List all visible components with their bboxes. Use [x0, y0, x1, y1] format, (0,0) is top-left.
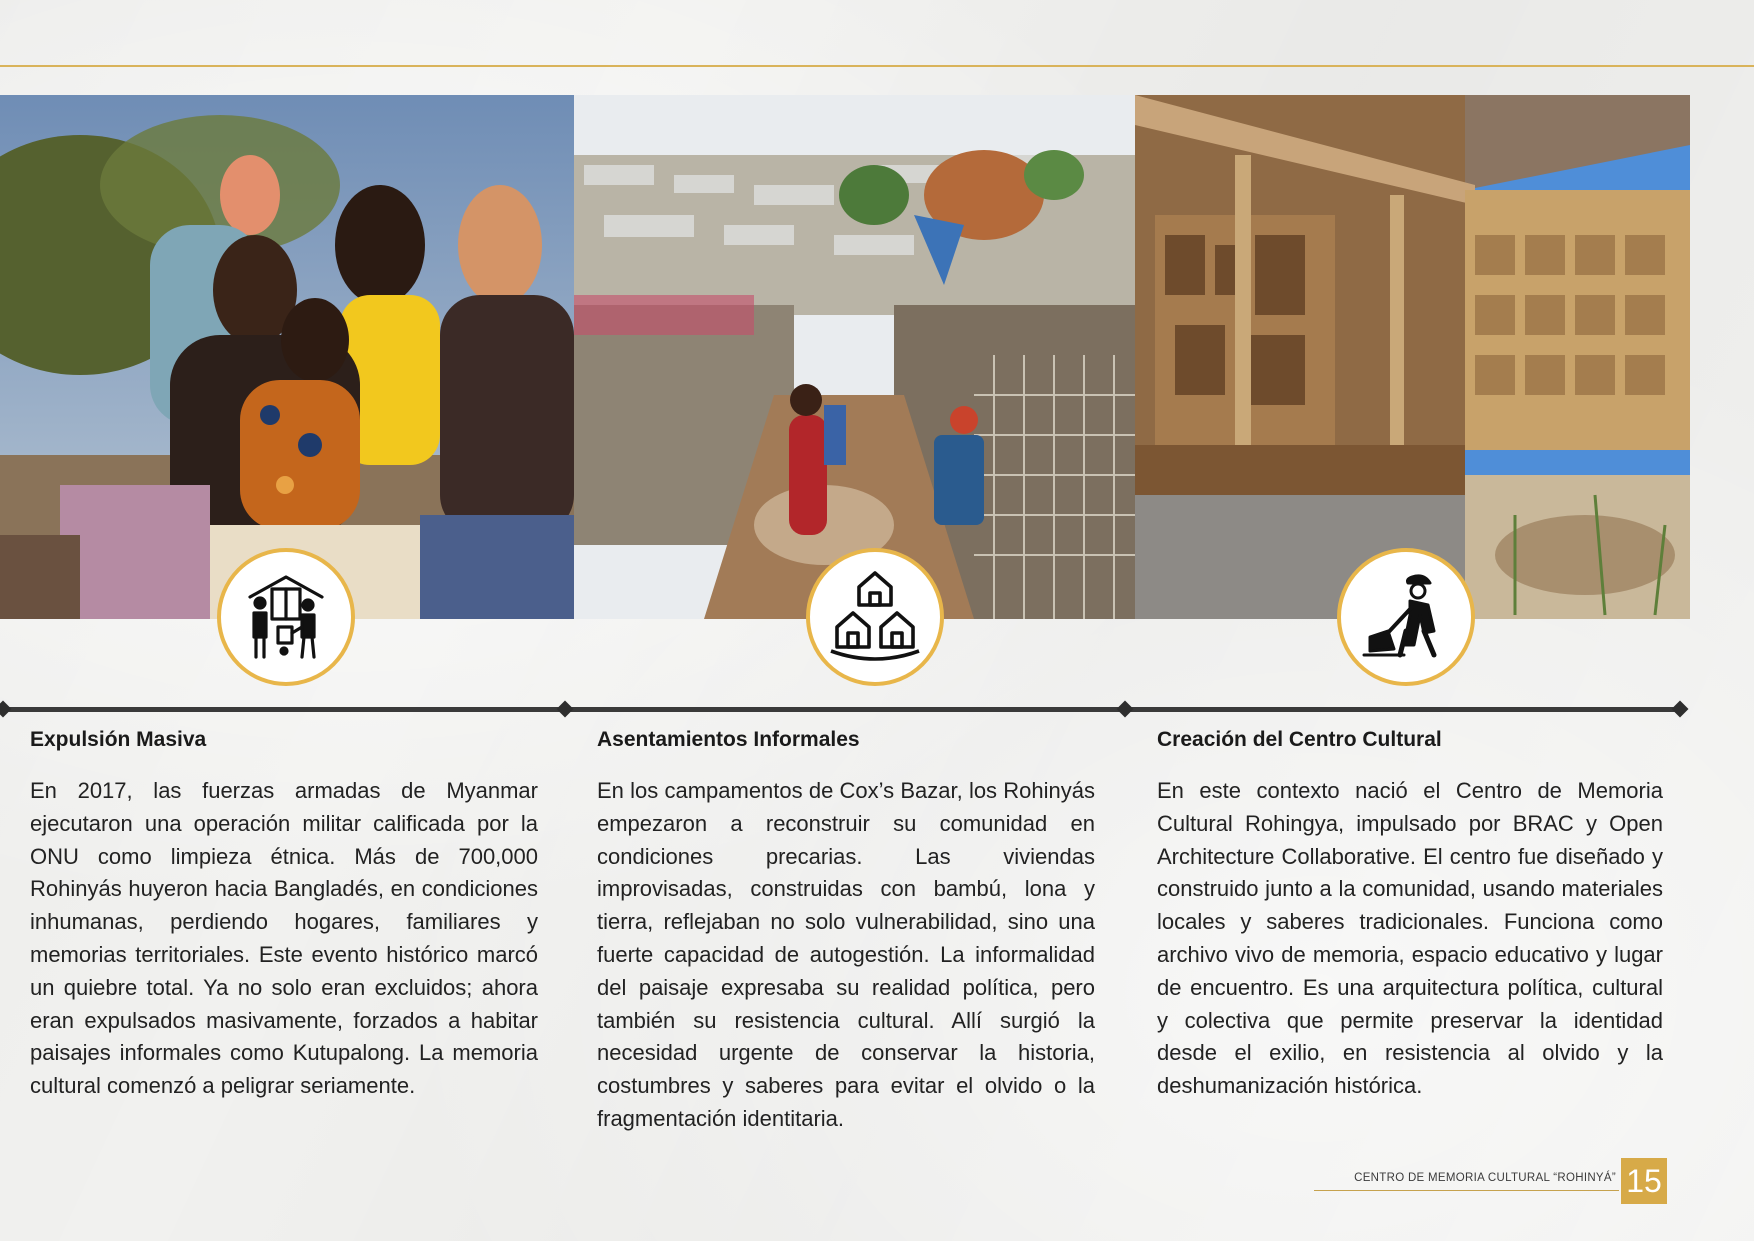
- timeline-line: [0, 707, 1682, 712]
- section-heading-expulsion: Expulsión Masiva: [30, 728, 207, 751]
- displaced-family-badge: [217, 548, 355, 686]
- section-heading-settlements: Asentamientos Informales: [597, 728, 860, 751]
- construction-badge: [1337, 548, 1475, 686]
- section-heading-cultural-center: Creación del Centro Cultural: [1157, 728, 1442, 751]
- cultural-center-photo: [1135, 95, 1690, 619]
- section-body-expulsion: En 2017, las fuerzas armadas de Myanmar ejecutaron una operación militar calificada por la ONU como limpieza étnica. Más de 700,000 Rohinyás huyeron hacia Bangladés, en condiciones inhumanas, perdiendo hogares, familiares y memorias territoriales. Este evento histórico marcó un quiebre total. Ya no solo eran excluidos; ahora eran expulsados masivamente, forzados a habitar paisajes informales como Kutupalong. La memoria cultural comenzó a peligrar seriamente.: [30, 778, 538, 1099]
- timeline-marker-1: [557, 701, 574, 718]
- refugee-camp-photo: [574, 95, 1135, 619]
- settlement-badge: [806, 548, 944, 686]
- section-body-cultural-center: En este contexto nació el Centro de Memoria Cultural Rohingya, impulsado por BRAC y Open Architecture Collaborative. El centro fue diseñado y construido junto a la comunidad, usando materiales locales y saberes tradicionales. Funciona como archivo vivo de memoria, espacio educativo y lugar de encuentro. Es una arquitectura política, cultural y colectiva que permite preservar la identidad desde el exilio, en resistencia al olvido y la deshumanización histórica.: [1157, 778, 1663, 1099]
- header-rule: [0, 65, 1754, 67]
- page-number: 15: [1621, 1158, 1667, 1204]
- footer-label: CENTRO DE MEMORIA CULTURAL “ROHINYÁ”: [1354, 1172, 1616, 1184]
- construction-worker-icon: [1356, 567, 1456, 667]
- footer-rule: [1314, 1190, 1619, 1191]
- timeline-marker-start: [0, 701, 11, 718]
- displaced-family-icon: [236, 567, 336, 667]
- section-body-settlements: En los campamentos de Cox’s Bazar, los Rohinyás empezaron a reconstruir su comunidad en condiciones precarias. Las viviendas improvisadas, construidas con bambú, lona y tierra, reflejaban no solo vulnerabilidad, sino una fuerte capacidad de autogestión. La informalidad del paisaje expresaba su realidad política, pero también su resistencia cultural. Allí surgió la necesidad urgente de conservar la historia, costumbres y saberes para evitar el olvido o la fragmentación identitaria.: [597, 778, 1095, 1131]
- settlement-houses-icon: [825, 567, 925, 667]
- timeline-marker-2: [1117, 701, 1134, 718]
- refugee-family-photo: [0, 95, 574, 619]
- timeline-marker-end: [1672, 701, 1689, 718]
